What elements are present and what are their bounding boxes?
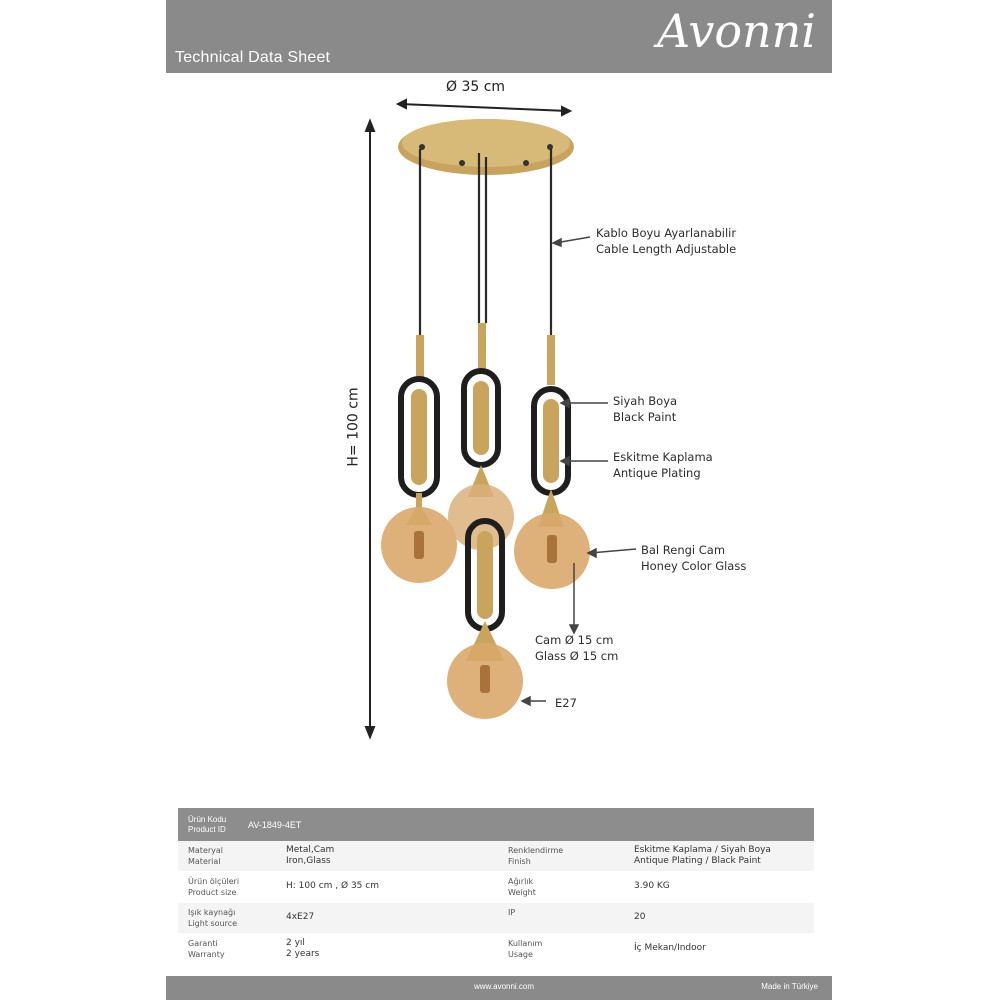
weight-value: 3.90 KG xyxy=(634,881,670,891)
diameter-arrow xyxy=(398,100,570,115)
callout-black-paint-tr: Siyah Boya xyxy=(613,394,678,408)
product-id-label-tr: Ürün Kodu xyxy=(188,815,227,824)
weight-label-tr: Ağırlık xyxy=(508,877,534,886)
warranty-value xyxy=(286,938,319,960)
finish-value-en: Antique Plating / Black Paint xyxy=(634,856,761,866)
usage-label-tr: Kullanım xyxy=(508,939,543,948)
page-title: Technical Data Sheet xyxy=(175,49,331,66)
callout-glass-color xyxy=(641,542,746,574)
pendant-front xyxy=(447,521,523,719)
light-source-label-en: Light source xyxy=(188,919,238,928)
finish-label-en: Finish xyxy=(508,857,531,866)
weight-label-en: Weight xyxy=(508,888,536,897)
material-value-en: Iron,Glass xyxy=(286,856,331,866)
product-id-row xyxy=(178,808,814,841)
product-id-label xyxy=(188,815,226,835)
callout-black-paint-en: Black Paint xyxy=(613,410,677,424)
size-value: H: 100 cm , Ø 35 cm xyxy=(286,881,379,891)
cables xyxy=(420,149,551,335)
material-label-en: Material xyxy=(188,857,221,866)
warranty-label-tr: Garanti xyxy=(188,939,218,948)
weight-label xyxy=(508,876,536,898)
product-id-label-en: Product ID xyxy=(188,825,226,834)
warranty-value-tr: 2 yıl xyxy=(286,938,305,948)
callout-glass-color-tr: Bal Rengi Cam xyxy=(641,543,726,557)
callout-glass-size xyxy=(535,632,618,664)
light-source-value: 4xE27 xyxy=(286,912,315,922)
callout-plating xyxy=(613,449,713,481)
size-label-en: Product size xyxy=(188,888,237,897)
callout-cable xyxy=(596,225,736,257)
header-bar xyxy=(166,0,832,73)
usage-value: İç Mekan/Indoor xyxy=(634,943,706,953)
height-label: H= 100 cm xyxy=(345,387,362,467)
ip-value: 20 xyxy=(634,912,646,922)
product-drawing xyxy=(166,73,832,793)
light-source-label xyxy=(188,907,237,929)
finish-label xyxy=(508,845,563,867)
footer-website[interactable]: www.avonni.com xyxy=(474,982,535,991)
pendant-left xyxy=(381,335,457,583)
light-source-label-tr: Işık kaynağı xyxy=(188,908,236,917)
material-label-tr: Materyal xyxy=(188,846,224,855)
size-label-tr: Ürün ölçüleri xyxy=(188,877,240,886)
callout-plating-en: Antique Plating xyxy=(613,466,701,480)
warranty-value-en: 2 years xyxy=(286,949,320,959)
material-value-tr: Metal,Cam xyxy=(286,845,335,855)
ip-label: IP xyxy=(508,908,516,917)
callout-socket: E27 xyxy=(555,696,577,710)
diameter-label: Ø 35 cm xyxy=(446,79,506,95)
brand-logo: Avonni xyxy=(656,4,816,58)
warranty-label xyxy=(188,938,225,960)
pendant-back xyxy=(448,323,514,550)
callout-cable-en: Cable Length Adjustable xyxy=(596,242,737,256)
pendant-right xyxy=(514,335,590,589)
finish-label-tr: Renklendirme xyxy=(508,846,564,855)
spec-row xyxy=(178,841,814,871)
callout-glass-size-tr: Cam Ø 15 cm xyxy=(535,633,614,647)
material-value xyxy=(286,845,334,867)
footer-bar xyxy=(166,976,832,1000)
size-label xyxy=(188,876,239,898)
callout-cable-tr: Kablo Boyu Ayarlanabilir xyxy=(596,226,737,240)
callout-black-paint xyxy=(613,393,677,425)
warranty-label-en: Warranty xyxy=(188,950,225,959)
usage-label-en: Usage xyxy=(508,950,533,959)
usage-label xyxy=(508,938,542,960)
height-arrow xyxy=(366,121,374,737)
material-label xyxy=(188,845,223,867)
finish-value-tr: Eskitme Kaplama / Siyah Boya xyxy=(634,845,771,855)
footer-origin: Made in Türkiye xyxy=(761,982,818,991)
spec-row xyxy=(178,872,814,902)
product-id-value: AV-1849-4ET xyxy=(248,820,302,830)
finish-value xyxy=(634,845,771,867)
spec-row xyxy=(178,903,814,933)
callout-plating-tr: Eskitme Kaplama xyxy=(613,450,713,464)
callout-glass-color-en: Honey Color Glass xyxy=(641,559,747,573)
spec-row xyxy=(178,934,814,964)
callout-glass-size-en: Glass Ø 15 cm xyxy=(535,649,619,663)
